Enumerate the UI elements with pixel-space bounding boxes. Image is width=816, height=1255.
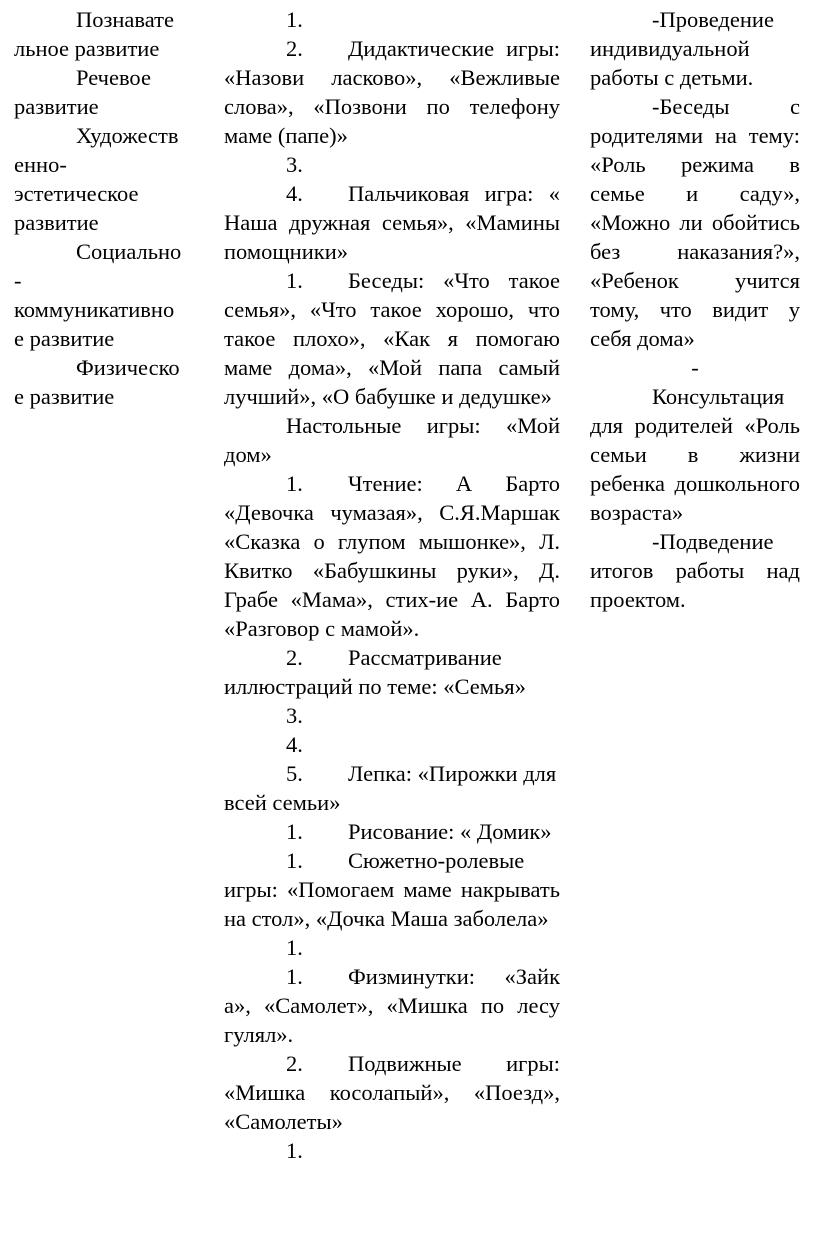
development-area-line: е развитие bbox=[14, 326, 115, 351]
development-area bbox=[14, 5, 206, 63]
development-area-first-line: Речевое bbox=[76, 65, 151, 90]
activity-number: 1. bbox=[286, 935, 303, 960]
activity-text: Лепка: «Пирожки для всей семьи» bbox=[224, 761, 557, 815]
activity-item bbox=[224, 962, 560, 1049]
activity-item bbox=[224, 34, 560, 150]
development-area-first-line: Познавате bbox=[76, 7, 174, 32]
activity-number: 4. bbox=[286, 181, 303, 206]
activity-item bbox=[224, 5, 560, 34]
activity-text: Дидактические игры: «Назови ласково», «Вежливые слова», «Позвони по телефону маме (папе)» bbox=[224, 36, 560, 148]
activity-text: Беседы: «Что такое семья», «Что такое хорошо, что такое плохо», «Как я помогаю маме дома», «Мой папа самый лучший», «О бабушке и дедушке» bbox=[224, 268, 560, 409]
activity-number: 1. bbox=[286, 1138, 303, 1163]
activity-item bbox=[224, 643, 560, 701]
activity-number: 1. bbox=[286, 471, 303, 496]
development-area-line: эстетическое bbox=[14, 181, 139, 206]
development-area-line: енно- bbox=[14, 152, 67, 177]
activity-text: Рисование: « Домик» bbox=[348, 819, 552, 844]
activity-item bbox=[224, 1136, 560, 1165]
development-area-first-line: Физическо bbox=[76, 355, 180, 380]
column-parent-work bbox=[590, 5, 800, 614]
parent-work-item: Консультация для родителей «Роль семьи в жизни ребенка дошкольного возраста» bbox=[590, 384, 800, 525]
activity-number: 1. bbox=[286, 848, 303, 873]
activity-item bbox=[224, 150, 560, 179]
activity-number: 2. bbox=[286, 36, 303, 61]
activity-item bbox=[224, 759, 560, 817]
development-area bbox=[14, 63, 206, 121]
parent-work-item: - bbox=[691, 355, 699, 380]
activity-text: Настольные игры: «Мой дом» bbox=[224, 413, 560, 467]
activity-text: Рассматривание иллюстраций по теме: «Семья» bbox=[224, 645, 526, 699]
activity-item bbox=[224, 411, 560, 469]
activity-text: Подвижные игры: «Мишка косолапый», «Поезд», «Самолеты» bbox=[224, 1051, 560, 1134]
activity-number: 3. bbox=[286, 152, 303, 177]
development-area-line: льное развитие bbox=[14, 36, 160, 61]
development-area bbox=[14, 121, 206, 237]
activity-text: Чтение: А Барто «Девочка чумазая», С.Я.Маршак «Сказка о глупом мышонке», Л. Квитко «Бабушкины руки», Д. Грабе «Мама», стих-ие А. Барто «Разговор с мамой». bbox=[224, 471, 560, 641]
activity-item bbox=[224, 701, 560, 730]
development-area-first-line: Художеств bbox=[76, 123, 179, 148]
activity-item bbox=[224, 179, 560, 266]
activity-item bbox=[224, 266, 560, 411]
activity-number: 1. bbox=[286, 7, 303, 32]
activity-number: 4. bbox=[286, 732, 303, 757]
activity-number: 2. bbox=[286, 1051, 303, 1076]
activity-number: 1. bbox=[286, 268, 303, 293]
column-activities bbox=[224, 5, 560, 1165]
activity-item bbox=[224, 730, 560, 759]
development-area-line: развитие bbox=[14, 94, 99, 119]
activity-item bbox=[224, 1049, 560, 1136]
column-development-areas bbox=[14, 5, 206, 411]
activity-item bbox=[224, 469, 560, 643]
development-area-line: е развитие bbox=[14, 384, 115, 409]
activity-item bbox=[224, 817, 560, 846]
activity-number: 1. bbox=[286, 964, 303, 989]
development-area-line: - bbox=[14, 268, 22, 293]
activity-item bbox=[224, 933, 560, 962]
development-area-line: коммуникативно bbox=[14, 297, 175, 322]
parent-work-item: -Проведение индивидуальной работы с детьми. bbox=[590, 7, 774, 90]
activity-number: 2. bbox=[286, 645, 303, 670]
activity-text: Сюжетно-ролевые игры: «Помогаем маме накрывать на стол», «Дочка Маша заболела» bbox=[224, 848, 560, 931]
development-area-first-line: Социально bbox=[76, 239, 182, 264]
activity-text: Пальчиковая игра: « Наша дружная семья», «Мамины помощники» bbox=[224, 181, 560, 264]
development-area bbox=[14, 353, 206, 411]
development-area bbox=[14, 237, 206, 353]
activity-number: 5. bbox=[286, 761, 303, 786]
activity-item bbox=[224, 846, 560, 933]
activity-text: Физминутки: «Зайк а», «Самолет», «Мишка по лесу гулял». bbox=[224, 964, 560, 1047]
development-area-line: развитие bbox=[14, 210, 99, 235]
parent-work-item: -Подведение итогов работы над проектом. bbox=[590, 529, 800, 612]
activity-number: 3. bbox=[286, 703, 303, 728]
parent-work-item: -Беседы с родителями на тему: «Роль режима в семье и саду», «Можно ли обойтись без наказания?», «Ребенок учится тому, что видит у себя дома» bbox=[590, 94, 800, 351]
activity-number: 1. bbox=[286, 819, 303, 844]
